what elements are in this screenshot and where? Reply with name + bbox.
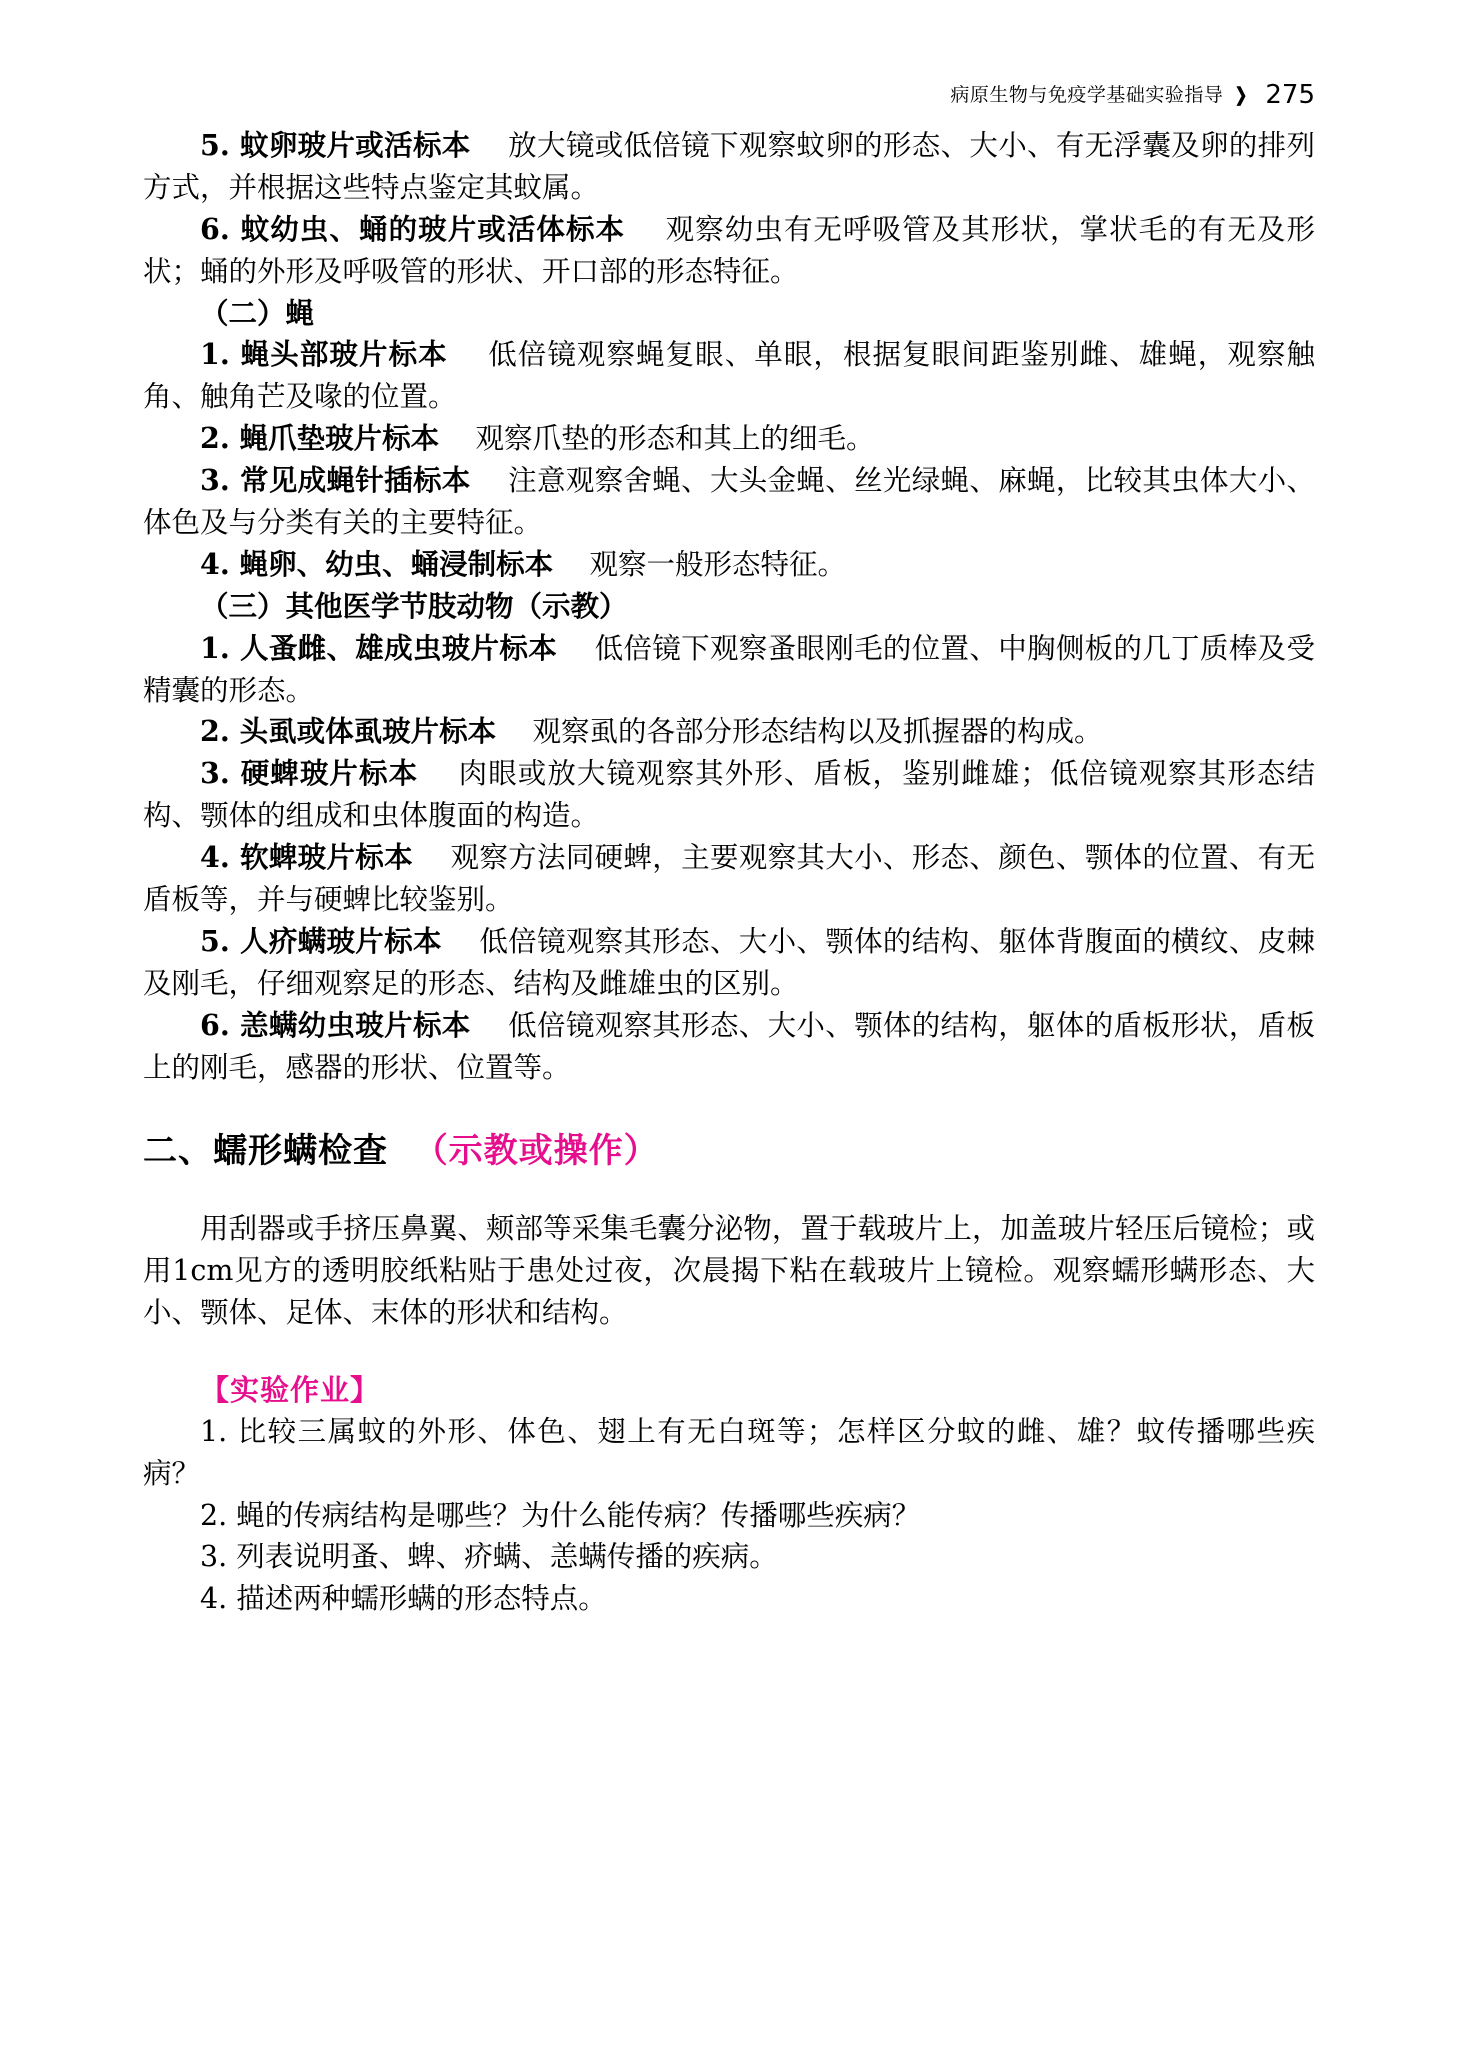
list-item-text: 观察爪垫的形态和其上的细毛。 <box>475 422 875 456</box>
section-note: （示教或操作） <box>413 1131 659 1172</box>
exercise-item: 4. 描述两种蠕形螨的形态特点。 <box>200 1582 607 1616</box>
subsection-heading-label: （三）其他医学节肢动物（示教） <box>200 588 628 623</box>
list-item <box>143 418 1315 460</box>
list-item <box>143 628 1315 712</box>
exercise-label: 【实验作业】 <box>200 1372 381 1407</box>
list-item <box>143 711 1315 753</box>
list-item <box>143 544 1315 586</box>
list-item-text: 观察一般形态特征。 <box>589 547 846 581</box>
list-item-lead: 2. 蝇爪垫玻片标本 <box>200 421 440 456</box>
list-item-text: 注意观察舍蝇、大头金蝇、丝光绿蝇、麻蝇，比较其虫体大小、体色及与分类有关的主要特征。 <box>143 464 1315 540</box>
exercise-item: 1. 比较三属蚊的外形、体色、翅上有无白斑等；怎样区分蚊的雌、雄？蚊传播哪些疾病？ <box>143 1414 1315 1490</box>
list-item-lead: 5. 蚊卵玻片或活标本 <box>200 128 471 162</box>
list-item-text: 观察虱的各部分形态结构以及抓握器的构成。 <box>532 715 1103 749</box>
chevron-right-icon: ❯ <box>1235 83 1248 106</box>
list-item <box>143 753 1315 837</box>
list-item-lead: 4. 蝇卵、幼虫、蛹浸制标本 <box>200 546 554 581</box>
page-body <box>143 125 1315 1620</box>
section-title: 蠕形螨检查 <box>213 1131 388 1172</box>
list-item-lead: 2. 头虱或体虱玻片标本 <box>200 714 497 749</box>
list-item-text: 放大镜或低倍镜下观察蚊卵的形态、大小、有无浮囊及卵的排列方式，并根据这些特点鉴定其蚊属。 <box>143 129 1315 204</box>
section-paragraph: 用刮器或手挤压鼻翼、颊部等采集毛囊分泌物，置于载玻片上，加盖玻片轻压后镜检；或用1cm见方的透明胶纸粘贴于患处过夜，次晨揭下粘在载玻片上镜检。观察蠕形螨形态、大小、颚体、足体、末体的形状和结构。 <box>143 1212 1315 1329</box>
list-item <box>143 209 1315 293</box>
list-item <box>143 334 1315 418</box>
list-item-lead: 1. 蝇头部玻片标本 <box>200 337 448 372</box>
list-item <box>143 921 1315 1005</box>
list-item-lead: 4. 软蜱玻片标本 <box>200 840 413 875</box>
exercise-item: 2. 蝇的传病结构是哪些？为什么能传病？传播哪些疾病？ <box>200 1498 921 1532</box>
section-heading <box>143 1128 1315 1176</box>
subsection-heading <box>143 293 1315 335</box>
list-item-lead: 1. 人蚤雌、雄成虫玻片标本 <box>200 630 558 665</box>
list-item-text: 观察方法同硬蜱，主要观察其大小、形态、颜色、颚体的位置、有无盾板等，并与硬蜱比较鉴别。 <box>143 841 1315 917</box>
list-item <box>143 1005 1315 1089</box>
list-item-text: 低倍镜观察蝇复眼、单眼，根据复眼间距鉴别雌、雄蝇，观察触角、触角芒及喙的位置。 <box>143 338 1315 414</box>
list-item <box>143 460 1315 544</box>
page-number: 275 <box>1265 80 1315 110</box>
section-number: 二、 <box>143 1131 213 1172</box>
subsection-heading-label: （二）蝇 <box>200 295 315 330</box>
exercise-item: 3. 列表说明蚤、蜱、疥螨、恙螨传播的疾病。 <box>200 1540 778 1574</box>
running-header <box>950 82 1315 108</box>
list-item <box>143 837 1315 921</box>
list-item-lead: 5. 人疥螨玻片标本 <box>200 923 442 958</box>
list-item-lead: 3. 硬蜱玻片标本 <box>200 756 419 791</box>
list-item-text: 低倍镜下观察蚤眼刚毛的位置、中胸侧板的几丁质棒及受精囊的形态。 <box>143 631 1315 707</box>
list-item-lead: 3. 常见成蝇针插标本 <box>200 463 471 498</box>
list-item <box>143 125 1315 209</box>
header-book-title: 病原生物与免疫学基础实验指导 <box>950 83 1224 106</box>
subsection-heading <box>143 586 1315 628</box>
list-item-text: 低倍镜观察其形态、大小、颚体的结构、躯体背腹面的横纹、皮棘及刚毛，仔细观察足的形态、结构及雌雄虫的区别。 <box>143 924 1315 1000</box>
list-item-lead: 6. 恙螨幼虫玻片标本 <box>200 1007 471 1042</box>
list-item-lead: 6. 蚊幼虫、蛹的玻片或活体标本 <box>200 211 626 246</box>
list-item-text: 肉眼或放大镜观察其外形、盾板，鉴别雌雄；低倍镜观察其形态结构、颚体的组成和虫体腹面的构造。 <box>143 757 1315 833</box>
list-item-text: 观察幼虫有无呼吸管及其形状，掌状毛的有无及形状；蛹的外形及呼吸管的形状、开口部的形态特征。 <box>143 212 1315 288</box>
list-item-text: 低倍镜观察其形态、大小、颚体的结构，躯体的盾板形状，盾板上的刚毛，感器的形状、位置等。 <box>143 1008 1315 1084</box>
